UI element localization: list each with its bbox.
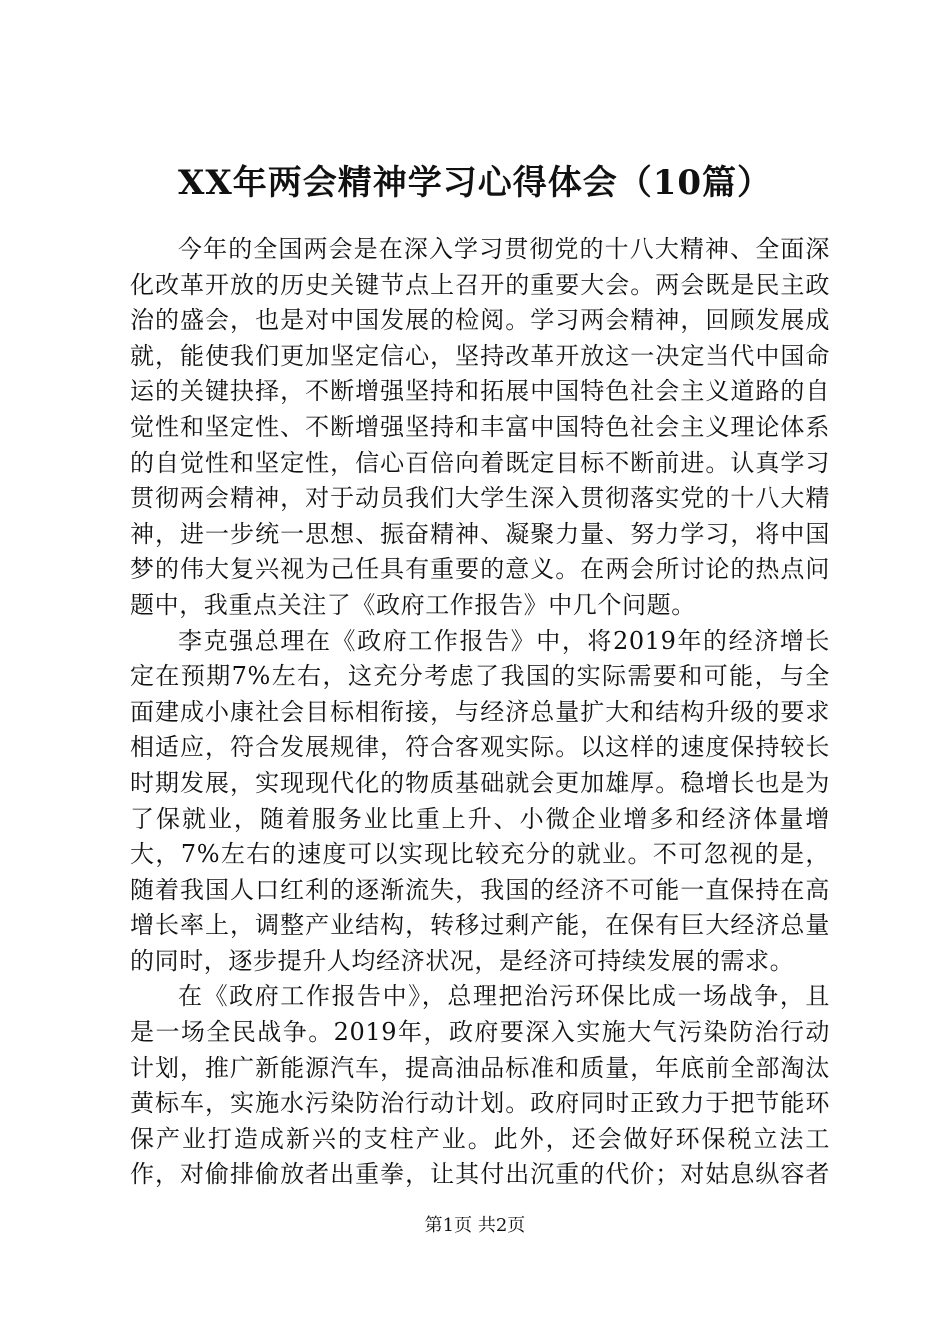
- paragraph-3: 在《政府工作报告中》，总理把治污环保比成一场战争，且是一场全民战争。2019年，政府要深入实施大气污染防治行动计划，推广新能源汽车，提高油品标准和质量，年底前全部淘汰黄标车，实施水污染防治行动计划。政府同时正致力于把节能环保产业打造成新兴的支柱产业。此外，还会做好环保税立法工作，对偷排偷放者出重拳，让其付出沉重的代价；对姑息纵容者: [130, 982, 830, 1189]
- document-title: XX年两会精神学习心得体会（10篇）: [177, 163, 773, 203]
- document-body: [130, 232, 830, 1192]
- paragraph-2: 李克强总理在《政府工作报告》中，将2019年的经济增长定在预期7%左右，这充分考虑了我国的实际需要和可能，与全面建成小康社会目标相衔接，与经济总量扩大和结构升级的要求相适应，符合发展规律，符合客观实际。以这样的速度保持较长时期发展，实现现代化的物质基础就会更加雄厚。稳增长也是为了保就业，随着服务业比重上升、小微企业增多和经济体量增大，7%左右的速度可以实现比较充分的就业。不可忽视的是，随着我国人口红利的逐渐流失，我国的经济不可能一直保持在高增长率上，调整产业结构，转移过剩产能，在保有巨大经济总量的同时，逐步提升人均经济状况，是经济可持续发展的需求。: [130, 626, 830, 975]
- page-number-footer: 第1页 共2页: [424, 1215, 526, 1236]
- paragraph-1: 今年的全国两会是在深入学习贯彻党的十八大精神、全面深化改革开放的历史关键节点上召开的重要大会。两会既是民主政治的盛会，也是对中国发展的检阅。学习两会精神，回顾发展成就，能使我们更加坚定信心，坚持改革开放这一决定当代中国命运的关键抉择，不断增强坚持和拓展中国特色社会主义道路的自觉性和坚定性、不断增强坚持和丰富中国特色社会主义理论体系的自觉性和坚定性，信心百倍向着既定目标不断前进。认真学习贯彻两会精神，对于动员我们大学生深入贯彻落实党的十八大精神，进一步统一思想、振奋精神、凝聚力量、努力学习，将中国梦的伟大复兴视为己任具有重要的意义。在两会所讨论的热点问题中，我重点关注了《政府工作报告》中几个问题。: [130, 235, 830, 619]
